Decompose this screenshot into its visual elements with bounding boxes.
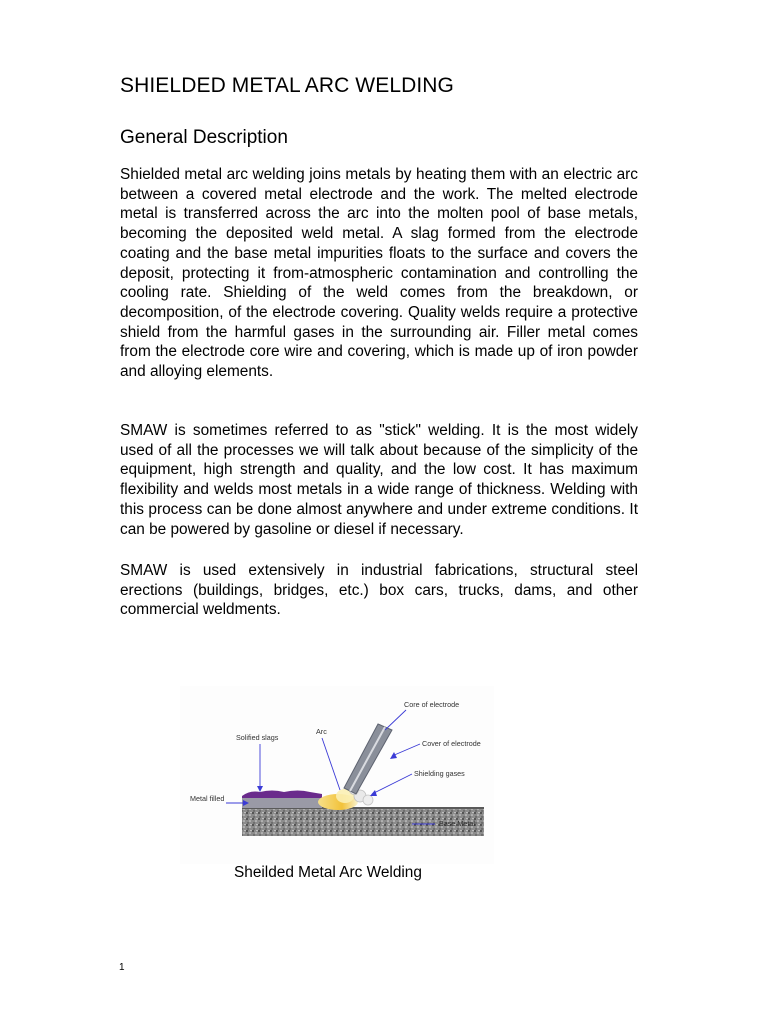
section-heading: General Description — [120, 127, 288, 148]
welding-diagram-svg — [180, 686, 494, 864]
arrowhead-cover — [390, 752, 397, 759]
arrowhead-slag — [257, 786, 263, 792]
label-core: Core of electrode — [404, 700, 460, 709]
label-cover: Cover of electrode — [422, 739, 481, 748]
body-paragraph: SMAW is used extensively in industrial fabrications, structural steel erections (buildings, bridges, etc.) box cars, trucks, dams, and other commercial weldments. — [120, 562, 638, 619]
label-slag: Solified slags — [236, 733, 279, 742]
leader-gases — [372, 774, 412, 794]
label-metal-filled: Metal filled — [190, 794, 225, 803]
label-arc: Arc — [316, 727, 327, 736]
electrode-core-line — [350, 727, 385, 791]
page-title: SHIELDED METAL ARC WELDING — [120, 74, 454, 97]
leader-cover — [392, 744, 420, 756]
label-gases: Shielding gases — [414, 769, 465, 778]
label-base-metal: Base Metal — [439, 819, 475, 828]
leader-arc — [322, 738, 340, 790]
figure-caption: Sheilded Metal Arc Welding — [234, 864, 422, 881]
body-paragraph: Shielded metal arc welding joins metals by heating them with an electric arc between a covered metal electrode and the work. The melted electrode metal is transferred across the arc into the molten pool of base metals, becoming the deposited weld metal. A slag formed from the electrode coating and the base metal impurities floats to the surface and covers the deposit, protecting it from-atmospheric contamination and controlling the cooling rate. Shielding of the weld comes from the breakdown, or decomposition, of the electrode covering. Quality welds require a protective shield from the harmful gases in the surrounding air. Filler metal comes from the electrode core wire and covering, which is made up of iron powder and alloying elements. — [120, 166, 638, 381]
page-number: 1 — [119, 962, 125, 973]
slag-shape — [242, 791, 322, 799]
shielding-gas-puff — [363, 795, 373, 805]
welding-diagram — [180, 686, 494, 864]
arrowhead-gases — [370, 790, 377, 796]
leader-core — [385, 710, 406, 730]
body-paragraph: SMAW is sometimes referred to as "stick" welding. It is the most widely used of all the processes we will talk about because of the simplicity of the equipment, high strength and quality, and the low cost. It has maximum flexibility and welds most metals in a wide range of thickness. Welding with this process can be done almost anywhere and under extreme conditions. It can be powered by gasoline or diesel if necessary. — [120, 422, 638, 538]
